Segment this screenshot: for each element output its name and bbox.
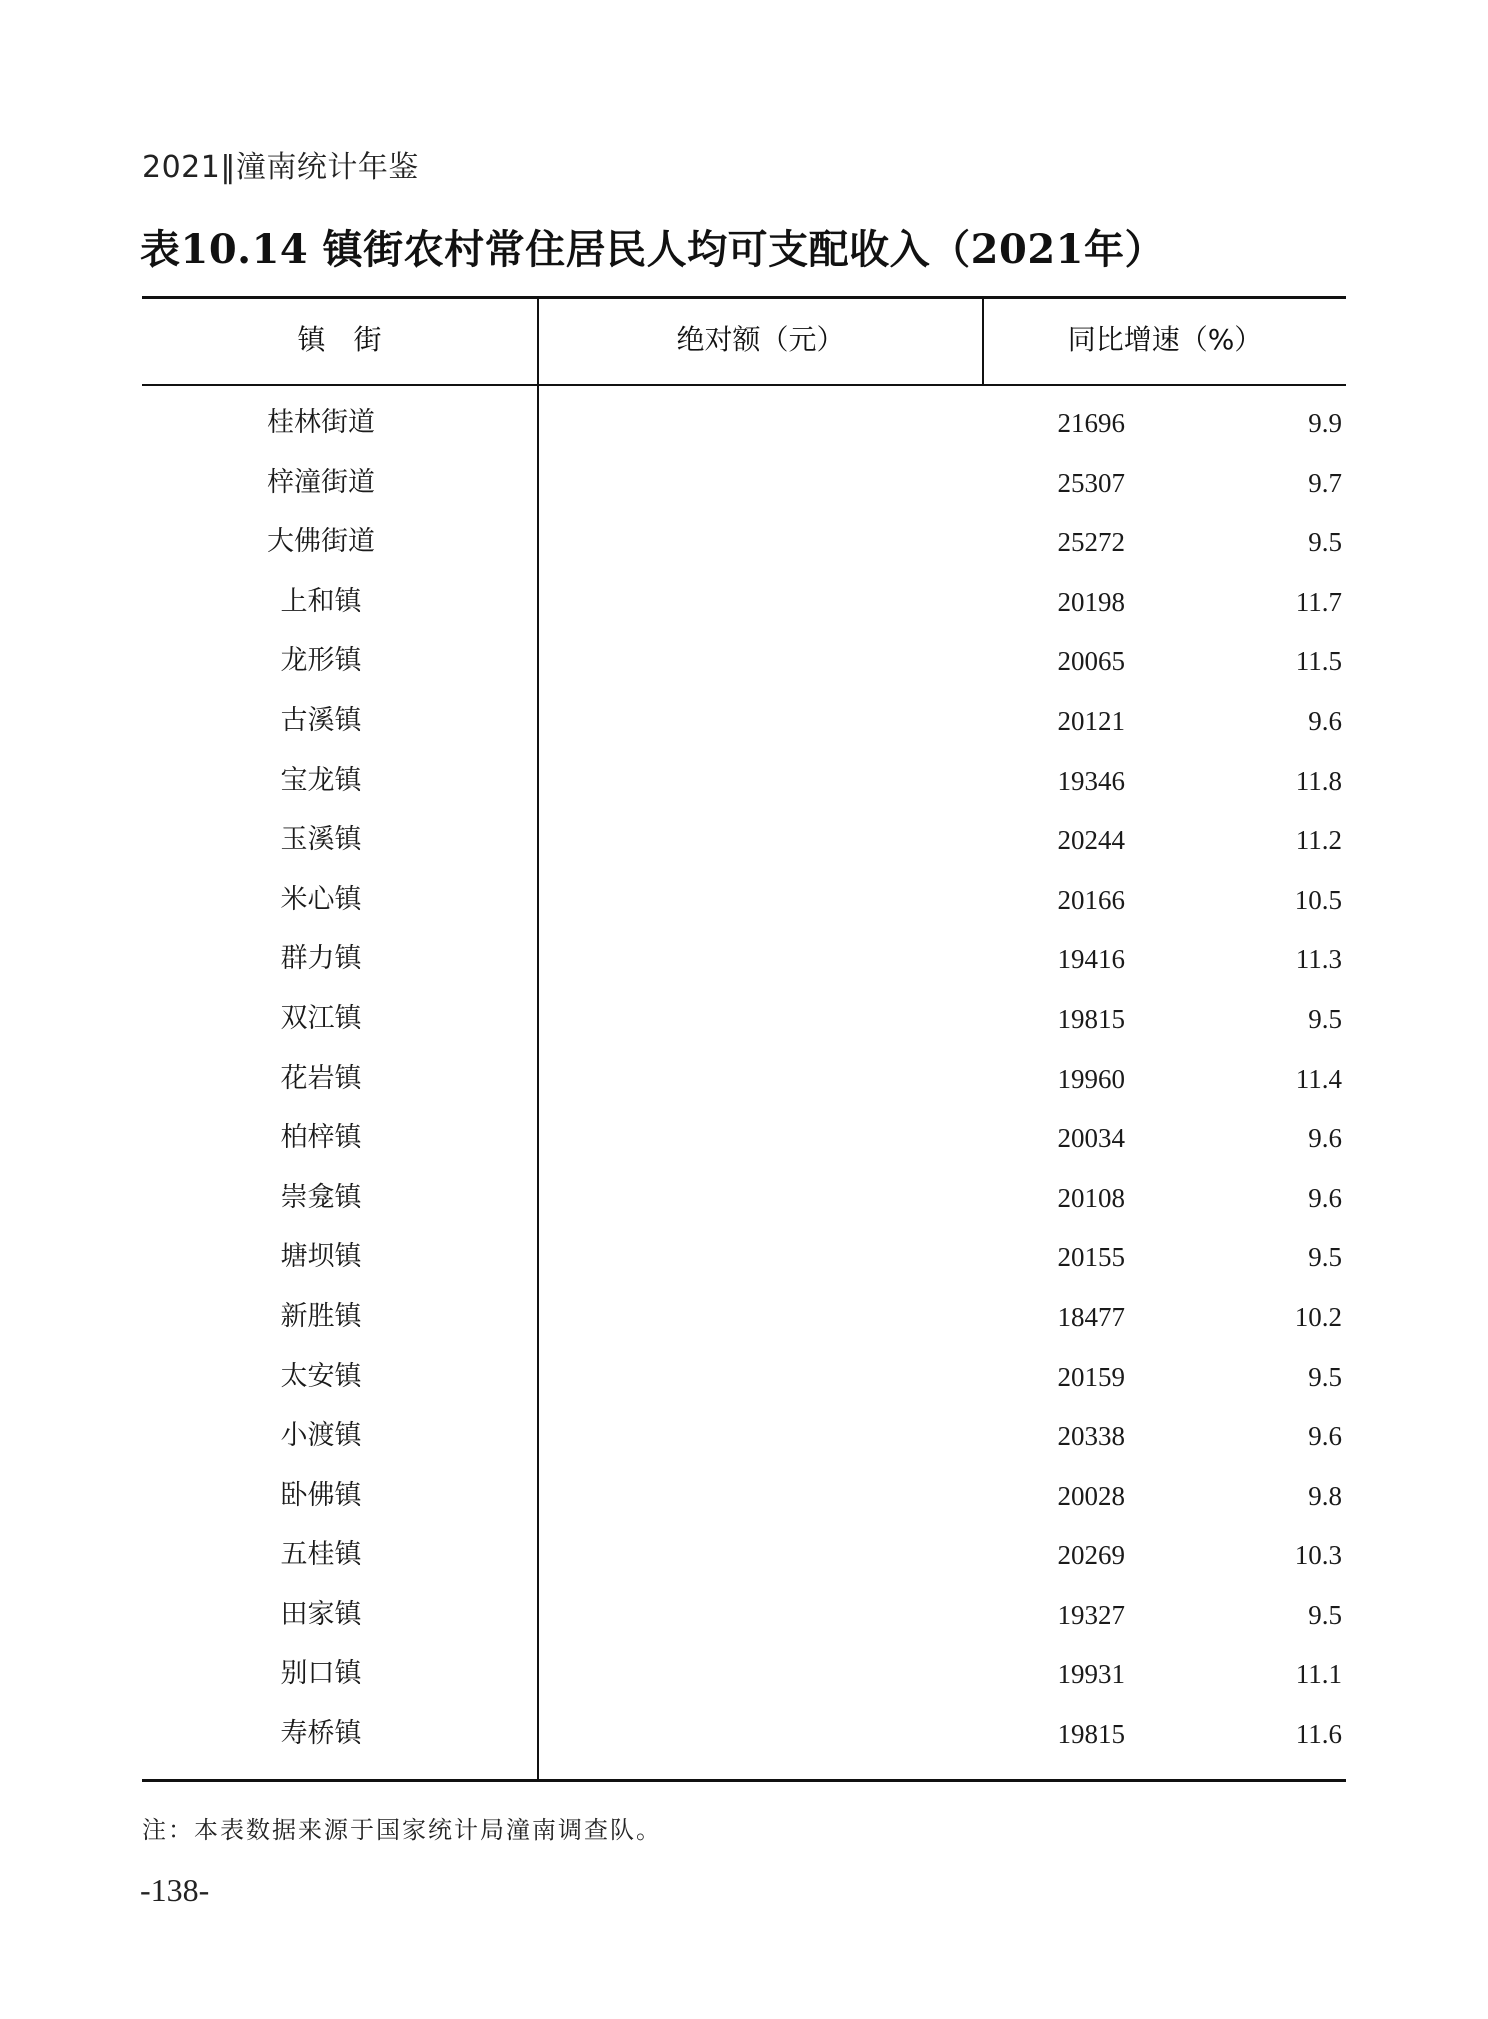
growth-rate: 9.6 <box>1308 1182 1342 1213</box>
town-name: 新胜镇 <box>280 1300 362 1332</box>
table-row <box>142 1536 1346 1596</box>
absolute-income: 19416 <box>1057 944 1125 975</box>
town-name: 卧佛镇 <box>280 1479 362 1511</box>
absolute-income: 20121 <box>1057 705 1125 736</box>
absolute-income: 18477 <box>1057 1301 1125 1332</box>
town-name: 五桂镇 <box>280 1539 362 1571</box>
growth-rate: 9.5 <box>1308 1242 1342 1273</box>
table-row <box>142 1417 1346 1477</box>
table-body <box>142 404 1346 1775</box>
absolute-income: 20034 <box>1057 1123 1125 1154</box>
absolute-income: 20155 <box>1057 1242 1125 1273</box>
absolute-income: 25307 <box>1057 467 1125 498</box>
table-row <box>142 404 1346 464</box>
table-row <box>142 1000 1346 1060</box>
town-name: 群力镇 <box>280 943 362 975</box>
table-row <box>142 1119 1346 1179</box>
table-row <box>142 1238 1346 1298</box>
page-number: -138- <box>140 1872 210 1908</box>
table-row <box>142 1715 1346 1775</box>
absolute-income: 20159 <box>1057 1361 1125 1392</box>
town-name: 崇龛镇 <box>280 1181 362 1213</box>
absolute-income: 20269 <box>1057 1540 1125 1571</box>
table-title: 表10.14 镇街农村常住居民人均可支配收入（2021年） <box>140 226 1166 273</box>
town-name: 小渡镇 <box>280 1420 362 1452</box>
table-row <box>142 1060 1346 1120</box>
table-row <box>142 940 1346 1000</box>
table-row <box>142 583 1346 643</box>
absolute-income: 20028 <box>1057 1480 1125 1511</box>
running-header: 2021‖潼南统计年鉴 <box>142 150 419 185</box>
town-name: 桂林街道 <box>267 407 375 438</box>
table-row <box>142 523 1346 583</box>
table-row <box>142 1477 1346 1537</box>
absolute-income: 19931 <box>1057 1659 1125 1690</box>
table-bottom-rule <box>142 1779 1346 1782</box>
growth-rate: 9.6 <box>1308 705 1342 736</box>
town-name: 古溪镇 <box>280 704 362 736</box>
town-name: 太安镇 <box>280 1360 362 1392</box>
table-note: 注：本表数据来源于国家统计局潼南调查队。 <box>142 1816 662 1844</box>
town-name: 花岩镇 <box>280 1062 362 1094</box>
growth-rate: 9.5 <box>1308 1361 1342 1392</box>
growth-rate: 10.3 <box>1294 1540 1342 1571</box>
growth-rate: 11.2 <box>1295 825 1342 856</box>
growth-rate: 9.5 <box>1308 1599 1342 1630</box>
absolute-income: 19346 <box>1057 765 1125 796</box>
town-name: 宝龙镇 <box>280 764 362 796</box>
column-header-growth: 同比增速（%） <box>1067 323 1263 356</box>
town-name: 田家镇 <box>280 1598 362 1630</box>
table-row <box>142 881 1346 941</box>
table-row <box>142 1596 1346 1656</box>
absolute-income: 25272 <box>1057 527 1125 558</box>
town-name: 别口镇 <box>280 1658 362 1690</box>
growth-rate: 9.6 <box>1308 1123 1342 1154</box>
town-name: 上和镇 <box>280 585 362 617</box>
absolute-income: 20198 <box>1057 586 1125 617</box>
town-name: 柏梓镇 <box>280 1122 362 1154</box>
growth-rate: 11.7 <box>1295 586 1342 617</box>
town-name: 双江镇 <box>280 1002 362 1034</box>
growth-rate: 9.7 <box>1308 467 1342 498</box>
table-row <box>142 464 1346 524</box>
table-row <box>142 1358 1346 1418</box>
table-row <box>142 702 1346 762</box>
town-name: 梓潼街道 <box>267 466 375 498</box>
column-header-absolute: 绝对额（元） <box>676 323 845 356</box>
growth-rate: 11.5 <box>1295 646 1342 677</box>
growth-rate: 10.5 <box>1294 884 1342 915</box>
absolute-income: 19327 <box>1057 1599 1125 1630</box>
growth-rate: 11.3 <box>1295 944 1342 975</box>
town-name: 龙形镇 <box>280 645 362 677</box>
absolute-income: 19960 <box>1057 1063 1125 1094</box>
town-name: 寿桥镇 <box>280 1718 362 1750</box>
growth-rate: 11.8 <box>1295 765 1342 796</box>
town-name: 塘坝镇 <box>280 1241 362 1273</box>
growth-rate: 9.9 <box>1308 408 1342 438</box>
absolute-income: 20166 <box>1057 884 1125 915</box>
column-header-town: 镇街 <box>297 323 410 356</box>
town-name: 米心镇 <box>280 883 362 915</box>
growth-rate: 11.1 <box>1295 1659 1342 1690</box>
absolute-income: 20065 <box>1057 646 1125 677</box>
growth-rate: 11.6 <box>1295 1719 1342 1750</box>
table-row <box>142 762 1346 822</box>
growth-rate: 11.4 <box>1295 1063 1342 1094</box>
absolute-income: 19815 <box>1057 1003 1125 1034</box>
town-name: 大佛街道 <box>267 526 375 558</box>
growth-rate: 9.5 <box>1308 527 1342 558</box>
growth-rate: 10.2 <box>1294 1301 1342 1332</box>
growth-rate: 9.6 <box>1308 1421 1342 1452</box>
growth-rate: 9.5 <box>1308 1003 1342 1034</box>
absolute-income: 19815 <box>1057 1719 1125 1750</box>
table-row <box>142 1179 1346 1239</box>
table-row <box>142 821 1346 881</box>
table-row <box>142 1655 1346 1715</box>
table-row <box>142 1298 1346 1358</box>
absolute-income: 20244 <box>1057 825 1125 856</box>
absolute-income: 20338 <box>1057 1421 1125 1452</box>
table-row <box>142 642 1346 702</box>
growth-rate: 9.8 <box>1308 1480 1342 1511</box>
absolute-income: 20108 <box>1057 1182 1125 1213</box>
absolute-income: 21696 <box>1057 408 1125 438</box>
table-header-rule <box>142 384 1346 386</box>
town-name: 玉溪镇 <box>280 824 362 856</box>
